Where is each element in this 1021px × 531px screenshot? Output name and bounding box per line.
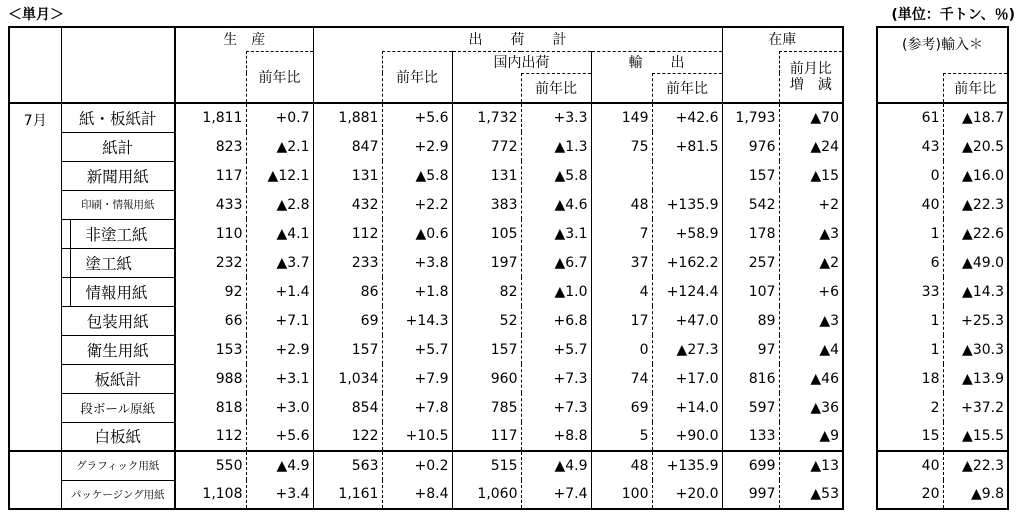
export-value: 4 bbox=[591, 277, 652, 306]
import-yoy: ▲18.7 bbox=[943, 103, 1008, 132]
domestic-yoy: +7.3 bbox=[521, 393, 591, 422]
inventory-value: 97 bbox=[757, 341, 776, 358]
import-yoy: +37.2 bbox=[943, 393, 1008, 422]
import-yoy: ▲22.6 bbox=[943, 219, 1008, 248]
domestic-yoy: ▲4.6 bbox=[521, 190, 591, 219]
shipment-yoy: +5.7 bbox=[382, 335, 452, 364]
domestic-value: 197 bbox=[452, 248, 521, 277]
export-value: 69 bbox=[591, 393, 652, 422]
table-row bbox=[9, 190, 843, 219]
shipment-yoy: +5.6 bbox=[382, 103, 452, 132]
table-row bbox=[9, 161, 843, 190]
shipment-yoy: ▲0.6 bbox=[382, 219, 452, 248]
inventory-change: ▲53 bbox=[779, 480, 843, 509]
production-value: 153 bbox=[215, 341, 243, 358]
category-label: 新聞用紙 bbox=[61, 161, 175, 190]
header-domestic-yoy: 前年比 bbox=[521, 73, 591, 103]
export-value: 75 bbox=[591, 132, 652, 161]
table-row bbox=[9, 335, 843, 364]
export-value: 48 bbox=[591, 190, 652, 219]
domestic-yoy: ▲3.1 bbox=[521, 219, 591, 248]
import-yoy: +25.3 bbox=[943, 306, 1008, 335]
inventory-value: 178 bbox=[748, 225, 776, 242]
inventory-change: ▲13 bbox=[779, 451, 843, 480]
table-row bbox=[9, 132, 843, 161]
inventory-change: ▲36 bbox=[779, 393, 843, 422]
import-value: 2 bbox=[930, 399, 940, 416]
category-label: グラフィック用紙 bbox=[61, 451, 175, 480]
shipment-value: 86 bbox=[360, 283, 379, 300]
export-value: 0 bbox=[591, 335, 652, 364]
inventory-value: 257 bbox=[748, 254, 776, 271]
domestic-value: 131 bbox=[452, 161, 521, 190]
inventory-change: ▲70 bbox=[779, 103, 843, 132]
domestic-value: 82 bbox=[452, 277, 521, 306]
category-label: パッケージング用紙 bbox=[61, 480, 175, 509]
import-value: 40 bbox=[877, 451, 943, 480]
domestic-yoy: +5.7 bbox=[521, 335, 591, 364]
table-row bbox=[877, 364, 1008, 393]
export-value: 7 bbox=[591, 219, 652, 248]
export-value: 149 bbox=[591, 103, 652, 132]
inventory-change: +2 bbox=[779, 190, 843, 219]
category-label: 段ボール原紙 bbox=[61, 393, 175, 422]
import-value: 43 bbox=[921, 138, 940, 155]
header-domestic: 国内出荷 bbox=[452, 51, 591, 73]
table-row bbox=[877, 422, 1008, 451]
shipment-value: 432 bbox=[351, 196, 379, 213]
import-value: 61 bbox=[921, 110, 940, 126]
header-import-volume bbox=[877, 73, 943, 103]
inventory-value: 997 bbox=[748, 486, 776, 502]
production-yoy: +2.9 bbox=[246, 335, 313, 364]
category-label: 板紙計 bbox=[61, 364, 175, 393]
import-yoy: ▲16.0 bbox=[943, 161, 1008, 190]
production-yoy: +3.1 bbox=[246, 364, 313, 393]
production-value: 110 bbox=[215, 225, 243, 242]
shipment-value: 854 bbox=[351, 399, 379, 416]
table-row bbox=[877, 335, 1008, 364]
unit-caption: (単位：千トン、％) bbox=[891, 7, 1015, 23]
domestic-value: 785 bbox=[452, 393, 521, 422]
header-inventory-volume bbox=[722, 51, 779, 103]
header-inventory-change: 前月比 増 減 bbox=[779, 51, 843, 103]
header-shipment-total: 出 荷 計 bbox=[313, 27, 722, 51]
import-value: 1 bbox=[930, 312, 940, 329]
domestic-yoy: ▲5.8 bbox=[521, 161, 591, 190]
table-row bbox=[877, 161, 1008, 190]
production-value: 823 bbox=[215, 138, 243, 155]
table-row bbox=[9, 480, 843, 509]
header-inventory: 在庫 bbox=[768, 32, 797, 49]
domestic-yoy: ▲1.3 bbox=[521, 132, 591, 161]
export-yoy: +90.0 bbox=[652, 422, 722, 451]
export-value: 100 bbox=[591, 480, 652, 509]
domestic-yoy: ▲6.7 bbox=[521, 248, 591, 277]
export-value bbox=[591, 161, 652, 190]
domestic-yoy: +7.3 bbox=[521, 364, 591, 393]
shipment-yoy: +2.9 bbox=[382, 132, 452, 161]
unit-period-caption: ＜単月＞ bbox=[8, 7, 64, 23]
production-value: 112 bbox=[215, 428, 243, 444]
production-value: 433 bbox=[215, 196, 243, 213]
import-value: 18 bbox=[921, 370, 940, 387]
header-domestic-volume bbox=[452, 73, 521, 103]
table-row bbox=[877, 132, 1008, 161]
shipment-value: 1,034 bbox=[338, 370, 379, 387]
header-production-volume bbox=[175, 51, 246, 103]
inventory-value: 89 bbox=[757, 312, 776, 329]
domestic-value: 1,060 bbox=[452, 480, 521, 509]
category-label: 包装用紙 bbox=[61, 306, 175, 335]
export-value: 17 bbox=[591, 306, 652, 335]
table-row bbox=[877, 190, 1008, 219]
import-yoy: ▲22.3 bbox=[943, 451, 1008, 480]
inventory-change: ▲2 bbox=[779, 248, 843, 277]
import-yoy: ▲9.8 bbox=[943, 480, 1008, 509]
header-export-volume bbox=[591, 73, 652, 103]
production-yoy: +3.0 bbox=[246, 393, 313, 422]
table-row bbox=[877, 306, 1008, 335]
header-production: 生 産 bbox=[175, 27, 313, 51]
export-value: 74 bbox=[591, 364, 652, 393]
shipment-value: 69 bbox=[360, 312, 379, 329]
production-yoy: ▲3.7 bbox=[246, 248, 313, 277]
shipment-value: 131 bbox=[351, 167, 379, 184]
production-yoy: ▲4.1 bbox=[246, 219, 313, 248]
domestic-value: 515 bbox=[452, 451, 521, 480]
month-label: 7月 bbox=[9, 103, 61, 451]
shipment-yoy: +2.2 bbox=[382, 190, 452, 219]
shipment-yoy: +7.8 bbox=[382, 393, 452, 422]
domestic-value: 105 bbox=[452, 219, 521, 248]
inventory-change: ▲3 bbox=[779, 219, 843, 248]
inventory-value: 157 bbox=[748, 167, 776, 184]
import-yoy: ▲20.5 bbox=[943, 132, 1008, 161]
shipment-yoy: +8.4 bbox=[382, 480, 452, 509]
table-row bbox=[877, 219, 1008, 248]
production-yoy: ▲4.9 bbox=[246, 451, 313, 480]
inventory-change: ▲3 bbox=[779, 306, 843, 335]
production-yoy: ▲12.1 bbox=[246, 161, 313, 190]
inventory-change: ▲9 bbox=[779, 422, 843, 451]
inventory-value: 107 bbox=[748, 283, 776, 300]
domestic-value: 52 bbox=[452, 306, 521, 335]
import-value: 40 bbox=[921, 196, 940, 213]
header-export: 輸 出 bbox=[591, 51, 722, 73]
production-value: 1,811 bbox=[202, 110, 243, 126]
shipment-value: 563 bbox=[313, 451, 382, 480]
table-row bbox=[877, 277, 1008, 306]
category-label: 印刷・情報用紙 bbox=[61, 190, 175, 219]
domestic-value: 117 bbox=[452, 422, 521, 451]
export-yoy: +58.9 bbox=[652, 219, 722, 248]
inventory-change: ▲24 bbox=[779, 132, 843, 161]
inventory-value: 133 bbox=[748, 428, 776, 444]
shipment-yoy: +0.2 bbox=[382, 451, 452, 480]
shipment-value: 112 bbox=[351, 225, 379, 242]
category-label: 紙計 bbox=[61, 132, 175, 161]
inventory-value: 976 bbox=[748, 138, 776, 155]
domestic-yoy: ▲4.9 bbox=[521, 451, 591, 480]
inventory-change: +6 bbox=[779, 277, 843, 306]
production-value: 92 bbox=[224, 283, 243, 300]
import-value: 15 bbox=[921, 428, 940, 444]
table-row bbox=[9, 219, 843, 248]
import-value: 6 bbox=[930, 254, 940, 271]
export-yoy: +17.0 bbox=[652, 364, 722, 393]
import-yoy: ▲30.3 bbox=[943, 335, 1008, 364]
domestic-yoy: +6.8 bbox=[521, 306, 591, 335]
export-yoy: +81.5 bbox=[652, 132, 722, 161]
inventory-change: ▲4 bbox=[779, 335, 843, 364]
export-yoy: +124.4 bbox=[652, 277, 722, 306]
shipment-yoy: +1.8 bbox=[382, 277, 452, 306]
category-label: 情報用紙 bbox=[61, 277, 175, 306]
export-value: 5 bbox=[591, 422, 652, 451]
table-row bbox=[877, 248, 1008, 277]
table-row bbox=[9, 277, 843, 306]
domestic-value: 772 bbox=[452, 132, 521, 161]
category-label: 衛生用紙 bbox=[61, 335, 175, 364]
domestic-value: 157 bbox=[452, 335, 521, 364]
shipment-yoy: +10.5 bbox=[382, 422, 452, 451]
export-yoy: ▲27.3 bbox=[652, 335, 722, 364]
header-category bbox=[61, 27, 175, 103]
import-value: 0 bbox=[930, 167, 940, 184]
inventory-value: 597 bbox=[748, 399, 776, 416]
table-row bbox=[9, 103, 843, 132]
table-row bbox=[877, 103, 1008, 132]
table-row bbox=[9, 422, 843, 451]
export-yoy: +47.0 bbox=[652, 306, 722, 335]
header-shipment-yoy: 前年比 bbox=[382, 51, 452, 103]
domestic-value: 383 bbox=[452, 190, 521, 219]
domestic-yoy: +3.3 bbox=[521, 103, 591, 132]
shipment-value: 122 bbox=[351, 428, 379, 444]
production-yoy: +1.4 bbox=[246, 277, 313, 306]
export-value: 48 bbox=[591, 451, 652, 480]
shipment-value: 847 bbox=[351, 138, 379, 155]
shipment-yoy: +7.9 bbox=[382, 364, 452, 393]
shipment-value: 157 bbox=[351, 341, 379, 358]
production-value: 988 bbox=[215, 370, 243, 387]
shipment-value: 1,161 bbox=[338, 486, 379, 502]
production-shipment-table bbox=[8, 26, 844, 510]
import-value: 33 bbox=[921, 283, 940, 300]
inventory-value: 699 bbox=[722, 451, 779, 480]
shipment-yoy: +3.8 bbox=[382, 248, 452, 277]
inventory-change: ▲46 bbox=[779, 364, 843, 393]
export-value: 37 bbox=[591, 248, 652, 277]
table-row bbox=[9, 364, 843, 393]
table-row bbox=[9, 248, 843, 277]
month-label-empty bbox=[9, 451, 61, 509]
shipment-value: 1,881 bbox=[338, 110, 379, 126]
header-production-yoy: 前年比 bbox=[246, 51, 313, 103]
domestic-value: 960 bbox=[452, 364, 521, 393]
shipment-value: 233 bbox=[351, 254, 379, 271]
production-yoy: +3.4 bbox=[246, 480, 313, 509]
table-row bbox=[9, 451, 843, 480]
import-value: 1 bbox=[930, 225, 940, 242]
header-export-yoy: 前年比 bbox=[652, 73, 722, 103]
table-row bbox=[877, 393, 1008, 422]
category-label: 非塗工紙 bbox=[61, 219, 175, 248]
inventory-change: ▲15 bbox=[779, 161, 843, 190]
domestic-yoy: ▲1.0 bbox=[521, 277, 591, 306]
export-yoy: +162.2 bbox=[652, 248, 722, 277]
production-value: 232 bbox=[215, 254, 243, 271]
import-yoy: ▲49.0 bbox=[943, 248, 1008, 277]
shipment-yoy: ▲5.8 bbox=[382, 161, 452, 190]
domestic-yoy: +7.4 bbox=[521, 480, 591, 509]
header-import-yoy: 前年比 bbox=[943, 73, 1008, 103]
import-value: 20 bbox=[921, 486, 940, 502]
category-label: 白板紙 bbox=[61, 422, 175, 451]
domestic-value: 1,732 bbox=[452, 103, 521, 132]
domestic-yoy: +8.8 bbox=[521, 422, 591, 451]
production-yoy: ▲2.1 bbox=[246, 132, 313, 161]
inventory-value: 816 bbox=[748, 370, 776, 387]
production-yoy: +0.7 bbox=[246, 103, 313, 132]
import-yoy: ▲13.9 bbox=[943, 364, 1008, 393]
production-value: 117 bbox=[215, 167, 243, 184]
export-yoy bbox=[652, 161, 722, 190]
production-value: 818 bbox=[215, 399, 243, 416]
export-yoy: +14.0 bbox=[652, 393, 722, 422]
export-yoy: +135.9 bbox=[652, 451, 722, 480]
production-yoy: +5.6 bbox=[246, 422, 313, 451]
production-value: 66 bbox=[224, 312, 243, 329]
header-corner bbox=[9, 27, 61, 103]
import-value: 1 bbox=[930, 341, 940, 358]
category-label: 紙・板紙計 bbox=[61, 103, 175, 132]
header-shipment-volume bbox=[313, 51, 382, 103]
inventory-value: 542 bbox=[748, 196, 776, 213]
import-yoy: ▲15.5 bbox=[943, 422, 1008, 451]
table-row bbox=[9, 306, 843, 335]
production-yoy: +7.1 bbox=[246, 306, 313, 335]
export-yoy: +135.9 bbox=[652, 190, 722, 219]
header-reference-import: (参考)輸入＊ bbox=[902, 37, 983, 53]
reference-import-table bbox=[876, 26, 1009, 510]
export-yoy: +20.0 bbox=[652, 480, 722, 509]
production-value: 550 bbox=[175, 451, 246, 480]
export-yoy: +42.6 bbox=[652, 103, 722, 132]
production-value: 1,108 bbox=[202, 486, 243, 502]
shipment-yoy: +14.3 bbox=[382, 306, 452, 335]
table-row bbox=[877, 451, 1008, 480]
import-yoy: ▲22.3 bbox=[943, 190, 1008, 219]
inventory-value: 1,793 bbox=[735, 110, 776, 126]
table-row bbox=[877, 480, 1008, 509]
category-label: 塗工紙 bbox=[61, 248, 175, 277]
import-yoy: ▲14.3 bbox=[943, 277, 1008, 306]
table-row bbox=[9, 393, 843, 422]
production-yoy: ▲2.8 bbox=[246, 190, 313, 219]
